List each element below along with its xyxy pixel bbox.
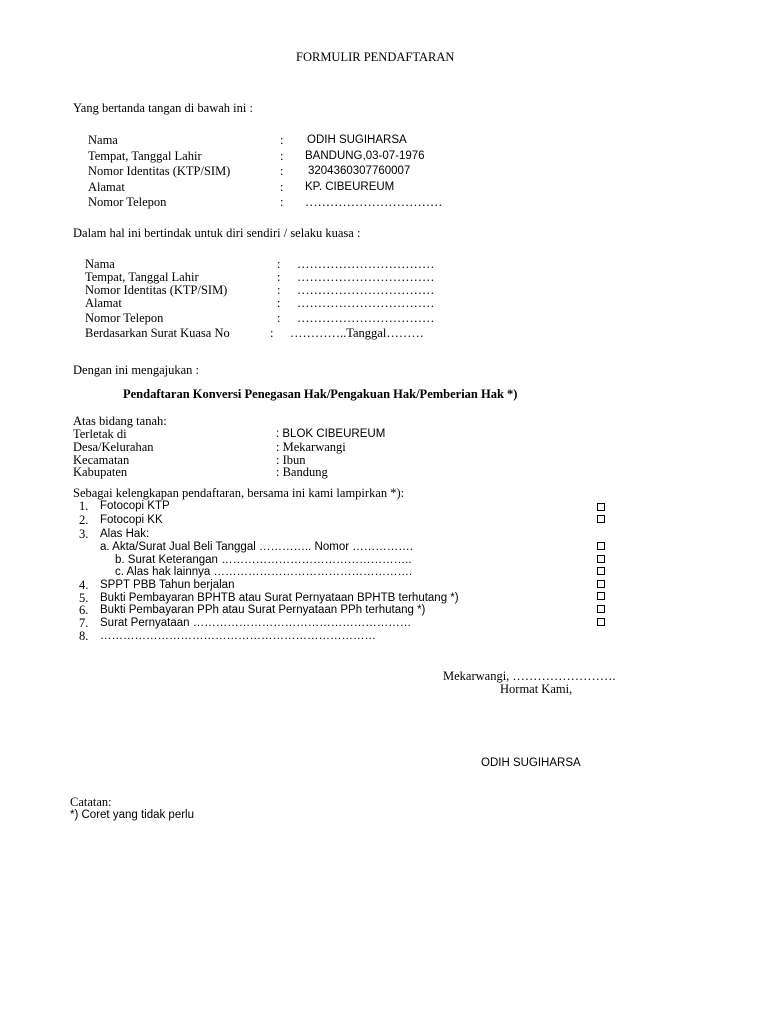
applicant-id-value: 3204360307760007 [308,165,411,177]
proxy-ttl-label: Tempat, Tanggal Lahir [85,270,199,284]
signatory-name: ODIH SUGIHARSA [481,757,581,769]
land-regency-value: : Bandung [276,465,328,479]
land-regency-label: Kabupaten [73,465,128,479]
attachment-surat-pernyataan-label: Surat Pernyataan ………………………………………………… [100,617,412,629]
attachment-alas-hak-lainnya-label: c. Alas hak lainnya ……………………………………………. [115,566,413,578]
proxy-id-label: Nomor Identitas (KTP/SIM) [85,283,228,297]
attachment-alas-hak-label: Alas Hak: [100,528,150,540]
proxy-intro-text: Dalam hal ini bertindak untuk diri sendiri / selaku kuasa : [73,226,361,240]
applicant-ttl-value: BANDUNG,03-07-1976 [305,150,425,162]
attachment-bphtb-label: Bukti Pembayaran BPHTB atau Surat Pernyataan BPHTB terhutang *) [100,592,459,604]
closing-regards: Hormat Kami, [500,682,573,696]
attachment-other-label: ……………………………………………………………… [100,630,376,642]
proxy-phone-value: …………………………… [297,311,435,325]
attachment-pph-checkbox[interactable] [597,605,605,613]
applicant-name-colon: : [280,133,284,147]
proxy-phone-colon: : [277,311,281,325]
proxy-name-value: …………………………… [297,257,435,271]
applicant-phone-label: Nomor Telepon [88,195,167,209]
attachment-kk-checkbox[interactable] [597,515,605,523]
attachment-number: 6. [79,603,89,617]
attachment-kk-label: Fotocopi KK [100,514,163,526]
applicant-ttl-colon: : [280,149,284,163]
applicant-address-label: Alamat [88,180,125,194]
applicant-ttl-label: Tempat, Tanggal Lahir [88,149,202,163]
intro-text: Yang bertanda tangan di bawah ini : [73,101,253,115]
proxy-address-value: …………………………… [297,296,435,310]
attachments-intro-text: Sebagai kelengkapan pendaftaran, bersama ini kami lampirkan *): [73,486,405,500]
applicant-id-colon: : [280,164,284,178]
attachment-pph-label: Bukti Pembayaran PPh atau Surat Pernyataan PPh terhutang *) [100,604,426,616]
land-location-label: Terletak di [73,427,127,441]
form-title: FORMULIR PENDAFTARAN [296,50,455,64]
attachment-alas-hak-lainnya-checkbox[interactable] [597,567,605,575]
attachment-akta-checkbox[interactable] [597,542,605,550]
proxy-name-colon: : [277,257,281,271]
attachment-bphtb-checkbox[interactable] [597,592,605,600]
land-location-value: : BLOK CIBEUREUM [276,428,386,440]
proxy-poa-label: Berdasarkan Surat Kuasa No [85,326,230,340]
proxy-poa-value: …………..Tanggal……… [290,326,424,340]
attachment-sppt-label: SPPT PBB Tahun berjalan [100,579,235,591]
notes-label: Catatan: [70,795,112,809]
proxy-id-colon: : [277,283,281,297]
attachment-number: 4. [79,578,89,592]
proxy-name-label: Nama [85,257,115,271]
applicant-address-colon: : [280,180,284,194]
land-district-label: Kecamatan [73,453,130,467]
proxy-ttl-colon: : [277,270,281,284]
submit-intro-text: Dengan ini mengajukan : [73,363,200,377]
applicant-id-label: Nomor Identitas (KTP/SIM) [88,164,231,178]
attachment-ktp-checkbox[interactable] [597,503,605,511]
attachment-surat-pernyataan-checkbox[interactable] [597,618,605,626]
attachment-number: 1. [79,499,89,513]
attachment-surat-keterangan-label: b. Surat Keterangan ………………………………………….. [115,554,412,566]
attachment-number: 2. [79,513,89,527]
attachment-surat-keterangan-checkbox[interactable] [597,555,605,563]
land-village-value: : Mekarwangi [276,440,346,454]
attachment-number: 7. [79,616,89,630]
attachment-number: 3. [79,527,89,541]
proxy-address-label: Alamat [85,296,122,310]
applicant-name-value: ODIH SUGIHARSA [307,134,407,146]
proxy-poa-colon: : [270,326,274,340]
attachment-akta-label: a. Akta/Surat Jual Beli Tanggal ………….. Nomor ……………. [100,541,413,553]
attachment-sppt-checkbox[interactable] [597,580,605,588]
proxy-address-colon: : [277,296,281,310]
applicant-name-label: Nama [88,133,118,147]
attachment-number: 8. [79,629,89,643]
applicant-address-value: KP. CIBEUREUM [305,181,395,193]
land-intro-text: Atas bidang tanah: [73,414,167,428]
proxy-ttl-value: …………………………… [297,270,435,284]
attachment-ktp-label: Fotocopi KTP [100,500,170,512]
closing-place-date: Mekarwangi, ……………………. [443,669,616,683]
land-district-value: : Ibun [276,453,306,467]
submission-title: Pendaftaran Konversi Penegasan Hak/Pengakuan Hak/Pemberian Hak *) [123,387,518,401]
land-village-label: Desa/Kelurahan [73,440,154,454]
proxy-id-value: …………………………… [297,283,435,297]
notes-text: *) Coret yang tidak perlu [70,809,195,821]
applicant-phone-colon: : [280,195,284,209]
applicant-phone-value: …………………………… [305,195,443,209]
attachment-number: 5. [79,591,89,605]
proxy-phone-label: Nomor Telepon [85,311,164,325]
